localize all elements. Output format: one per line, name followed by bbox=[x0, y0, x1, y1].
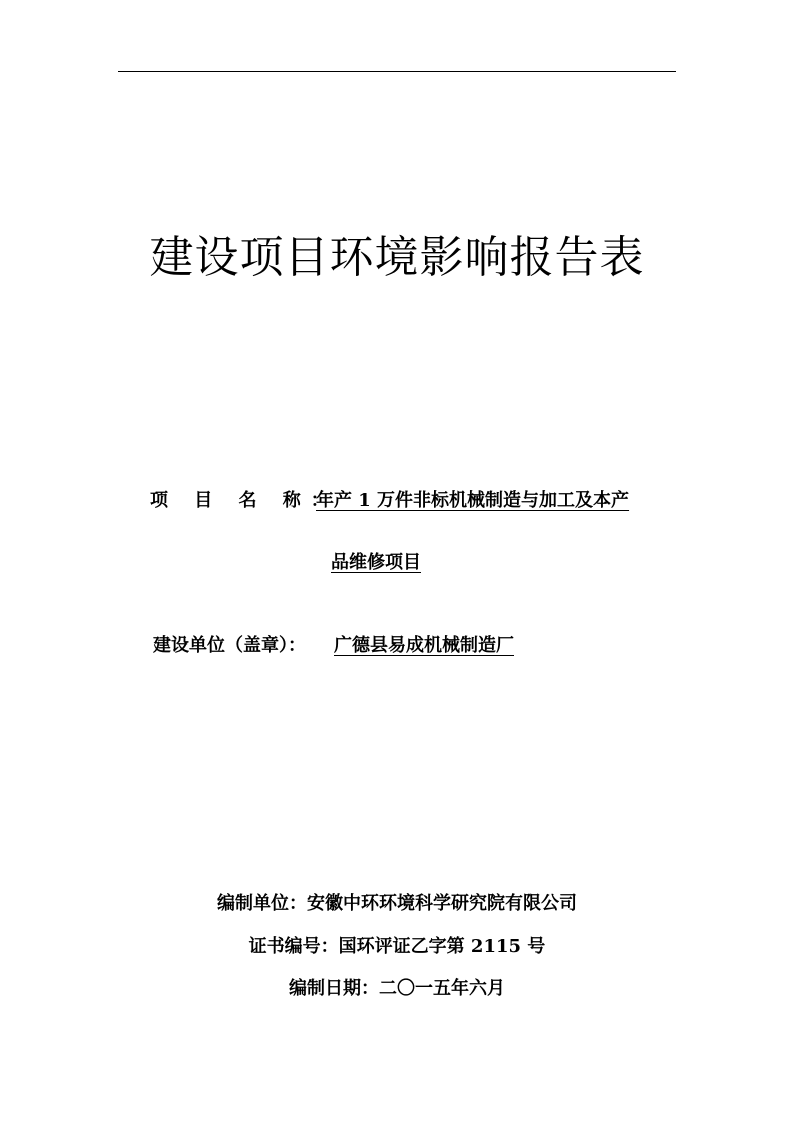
compile-date: 编制日期：二〇一五年六月 bbox=[289, 978, 505, 999]
construction-unit-value: 广德县易成机械制造厂 bbox=[334, 635, 514, 656]
compiler-unit: 编制单位：安徽中环环境科学研究院有限公司 bbox=[217, 893, 577, 914]
header-rule bbox=[118, 71, 676, 72]
certificate-number: 证书编号：国环评证乙字第 2115 号 bbox=[248, 936, 546, 957]
document-title: 建设项目环境影响报告表 bbox=[149, 232, 645, 283]
project-name-value-line2: 品维修项目 bbox=[331, 552, 421, 573]
project-name-label: 项 目 名 称： bbox=[150, 490, 339, 511]
construction-unit-label: 建设单位（盖章）： bbox=[153, 635, 306, 656]
project-name-value-line1: 年产 1 万件非标机械制造与加工及本产 bbox=[316, 490, 630, 511]
